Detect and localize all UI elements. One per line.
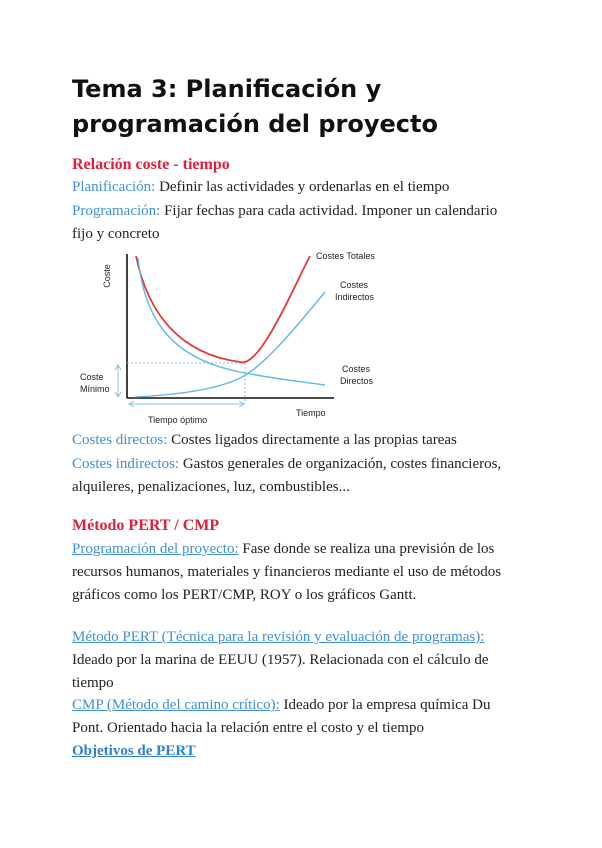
definition-programacion-cont: fijo y concreto (72, 226, 160, 242)
label-tiempo-optimo: Tiempo óptimo (148, 415, 208, 425)
definition-programacion-proyecto-cont1: recursos humanos, materiales y financieros mediante el uso de métodos (72, 564, 502, 580)
definition-programacion (72, 200, 542, 223)
definition-programacion-proyecto-cont2: gráficos como los PERT/CMP, ROY o los gráficos Gantt. (72, 587, 417, 603)
cost-time-chart (80, 244, 400, 432)
definition-costes-directos (72, 429, 542, 452)
section-heading-pert-cmp: Método PERT / CMP (72, 517, 220, 534)
definition-cmp-cont: Pont. Orientado hacia la relación entre el costo y el tiempo (72, 720, 424, 736)
definition-text: Definir las actividades y ordenarlas en el tiempo (155, 179, 450, 195)
link-metodo-pert-line (72, 626, 542, 649)
objetivos-pert-line (72, 740, 542, 763)
x-axis-label: Tiempo (296, 408, 326, 418)
term-programacion: Programación: (72, 203, 161, 219)
definition-programacion-proyecto (72, 538, 542, 561)
section-heading-coste-tiempo: Relación coste - tiempo (72, 156, 230, 173)
series-costes-directos (138, 258, 325, 385)
term-planificacion: Planificación: (72, 179, 156, 195)
definition-text: Ideado por la empresa química Du (279, 697, 491, 713)
link-programacion-proyecto[interactable]: Programación del proyecto: (72, 541, 239, 557)
definition-planificacion (72, 176, 542, 199)
link-cmp[interactable]: CMP (Método del camino crítico): (72, 697, 280, 713)
definition-pert: Ideado por la marina de EEUU (1957). Relacionada con el cálculo de (72, 652, 489, 668)
link-metodo-pert[interactable]: Método PERT (Técnica para la revisión y evaluación de programas): (72, 629, 485, 645)
label-coste-minimo-2: Mínimo (80, 384, 110, 394)
definition-cmp (72, 694, 542, 717)
label-costes-totales: Costes Totales (316, 251, 375, 261)
definition-text: Fase donde se realiza una previsión de los (238, 541, 495, 557)
link-objetivos-pert[interactable]: Objetivos de PERT (72, 743, 196, 759)
y-axis-label: Coste (102, 264, 112, 288)
label-costes-directos-2: Directos (340, 376, 374, 386)
definition-text: Fijar fechas para cada actividad. Imponer un calendario (160, 203, 498, 219)
definition-costes-indirectos (72, 453, 542, 476)
definition-costes-indirectos-cont: alquileres, penalizaciones, luz, combustibles... (72, 479, 350, 495)
label-costes-indirectos-1: Costes (340, 280, 369, 290)
definition-text: Gastos generales de organización, costes financieros, (179, 456, 502, 472)
page-title: Tema 3: Planificación y programación del proyecto (72, 75, 438, 138)
label-costes-directos-1: Costes (342, 364, 371, 374)
label-coste-minimo-1: Coste (80, 372, 104, 382)
definition-pert-cont: tiempo (72, 675, 114, 691)
definition-text: Costes ligados directamente a las propias tareas (167, 432, 457, 448)
label-costes-indirectos-2: Indirectos (335, 292, 375, 302)
term-costes-indirectos: Costes indirectos: (72, 456, 180, 472)
series-costes-totales (136, 256, 310, 362)
term-costes-directos: Costes directos: (72, 432, 168, 448)
